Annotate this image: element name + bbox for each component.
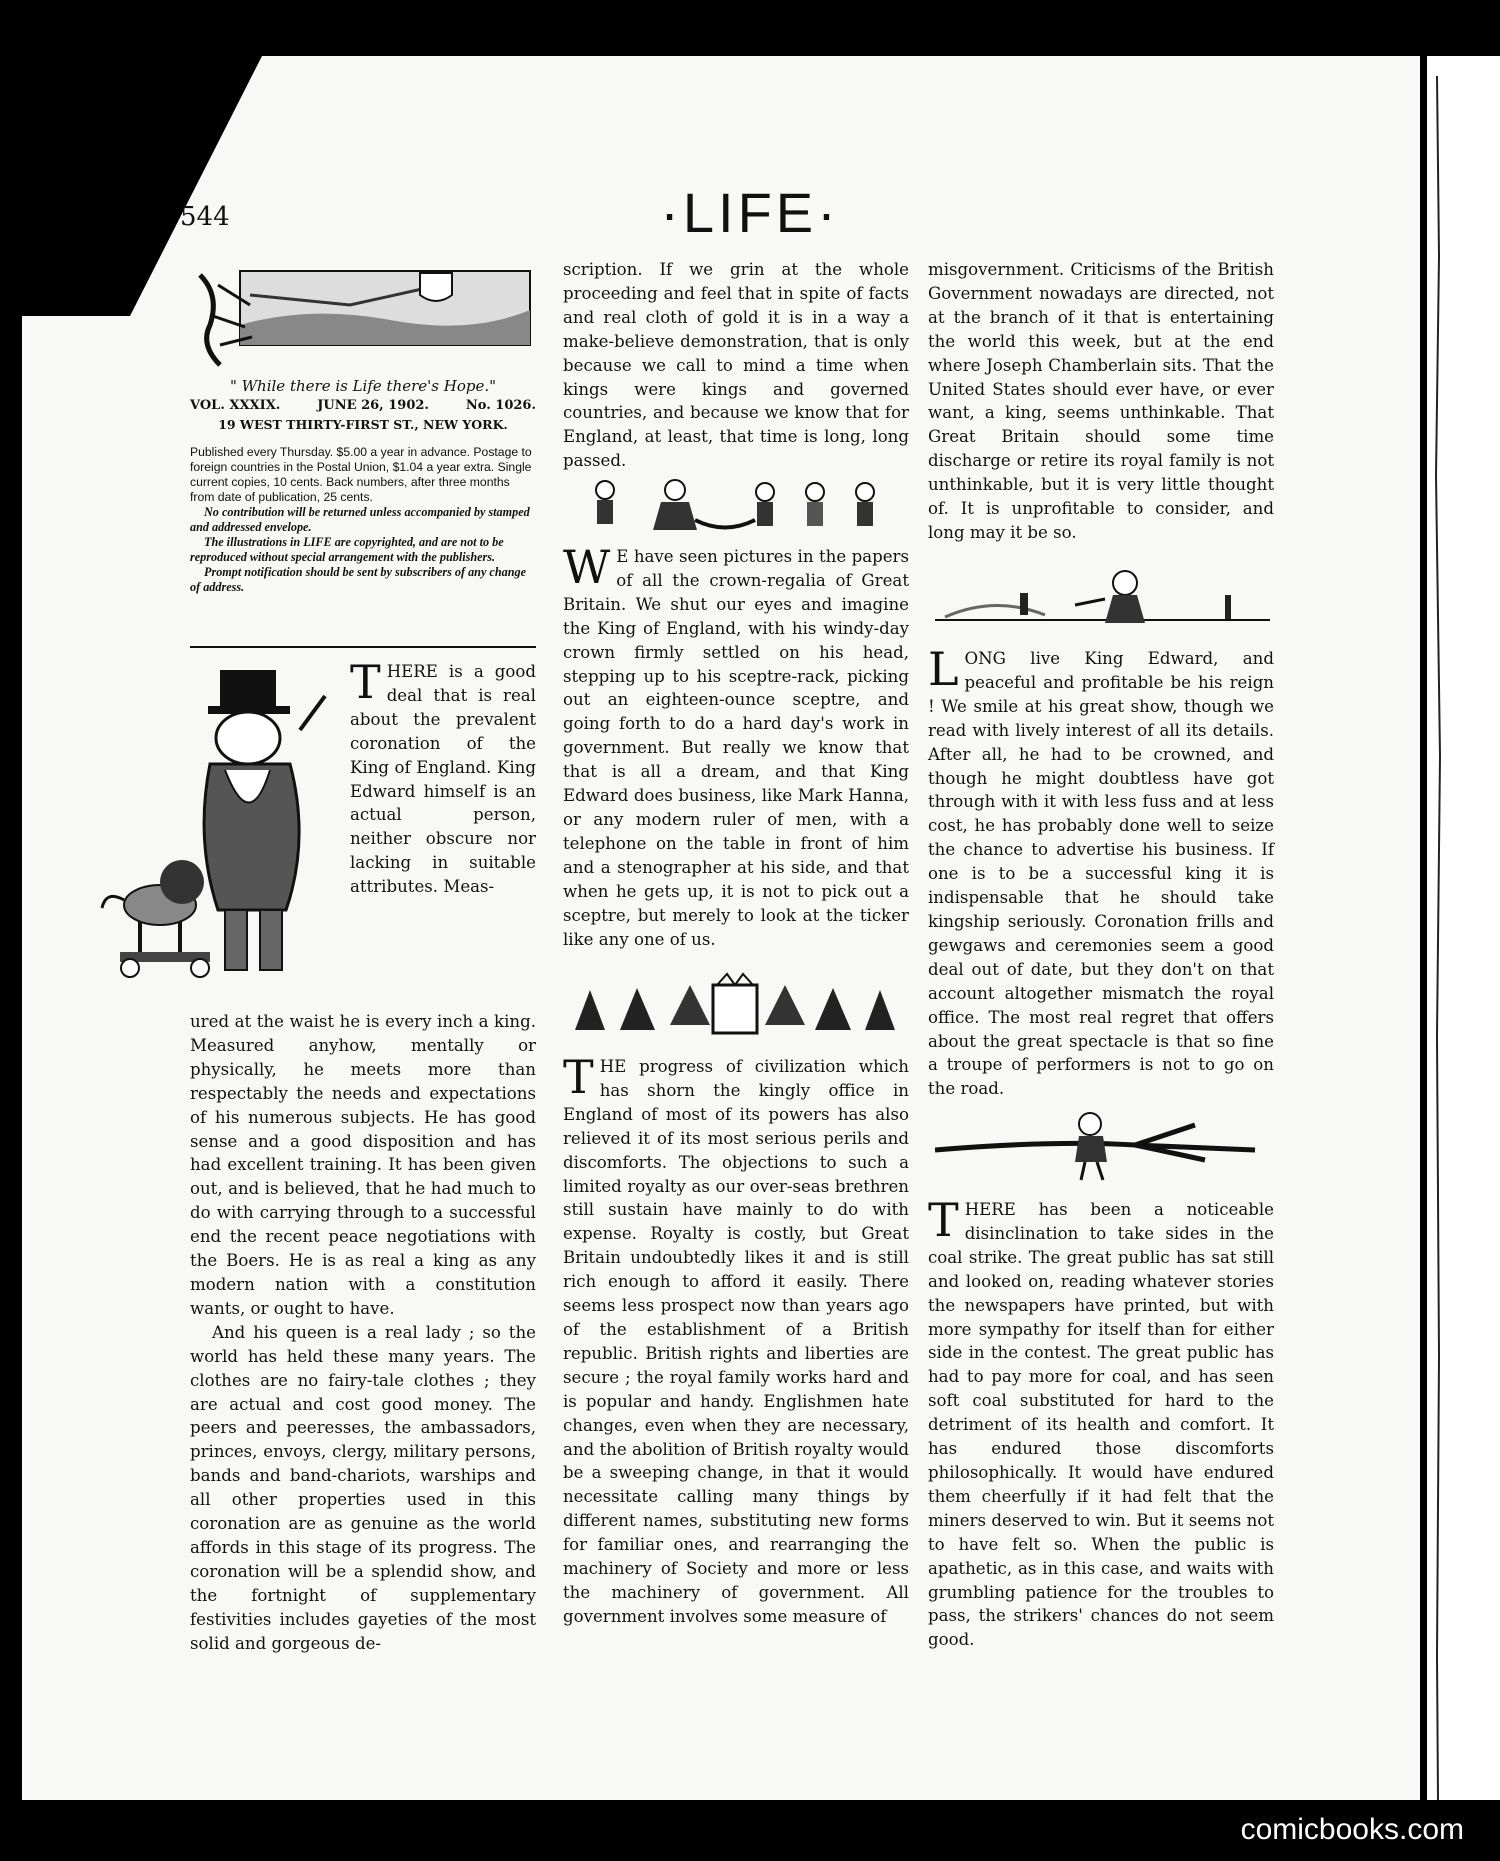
column-3-part-2 — [928, 642, 1274, 1101]
col1-paragraph-1-continued: ured at the waist he is every inch a king. Measured anyhow, mentally or physically, he meets more than respectably the needs and expectations of his numerous subjects. He has good sense and a good disposition and has had excellent training. It has been given out, and is believed, that he had much to do with carrying through to a successful end the recent peace negotiations with the Boers. He is as real a king as any modern nation with a constitution wants, or ought to have. — [190, 1012, 536, 1318]
col3-paragraph-3: HERE has been a noticeable disinclination to take sides in the coal strike. The great public has sat still and looked on, reading whatever stories the newspapers have printed, but with more sympathy for itself than for either side in the contest. The great public has had to pay more for coal, and has seen soft coal substituted for hard to the detriment of its health and comfort. It has endured those discomforts philosophically. It would have endured them cheerfully if it had felt that the miners deserved to win. But it seems not to have felt so. When the public is apathetic, as in this case, and waits with grumbling patience for the troubles to pass, the strikers' chances do not seem good. — [928, 1200, 1274, 1650]
col1-lead-text: HERE is a good deal that is real about the prevalent coronation of the King of England. King Edward himself is an actual person, neither obscure nor lacking in suitable attributes. Meas- — [350, 662, 536, 897]
col2-paragraph-3: HE progress of civilization which has shorn the kingly office in England of most of its powers has also relieved it of its most serious perils and discomforts. The objections to such a limited royalty as our over-seas brethren still sustain have mainly to do with expense. Royalty is costly, but Great Britain undoubtedly likes it and is still rich enough to afford it easily. There seems less prospect now than years ago of the establishment of a British republic. British rights and liberties are secure ; the royal family works hard and is popular and handy. Englishmen hate changes, even when they are necessary, and the abolition of British royalty would be a sweeping change, in that it would necessitate calling many things by different names, substituting new forms for familiar ones, and rearranging the machinery of Society and more or less the machinery of government. All government involves some measure of — [563, 1057, 909, 1626]
masthead-title: ·LIFE· — [660, 181, 840, 244]
issue-date: JUNE 26, 1902. — [317, 398, 429, 413]
col1-paragraph-2: And his queen is a real lady ; so the world has held these many years. The clothes are no fairy-tale clothes ; they are actual and cost good money. The peers and peeresses, the ambassadors, princes, envoys, clergy, military persons, bands and band-chariots, warships and all other properties used in this coronation are as genuine as the world affords in this stage of its progress. The coronation will be a splendid show, and the fortnight of supplementary festivities includes gayeties of the most solid and gorgeous de- — [190, 1322, 536, 1653]
dropcap-letter: T — [350, 655, 381, 709]
col2-paragraph-1: scription. If we grin at the whole proceeding and feel that in spite of facts and real cloth of gold it is in a way a make-believe demonstration, that is only because we call to mind a time when kings were kings and governed countries, and because we know that for England, at least, that time is long, long passed. — [563, 260, 909, 471]
masthead-vignette-illustration — [190, 265, 536, 373]
address-change-notice: Prompt notification should be sent by subscribers of any change of address. — [190, 565, 526, 594]
dropcap-letter: T — [563, 1050, 594, 1104]
contribution-notice: No contribution will be returned unless accompanied by stamped and addressed envelope. — [190, 505, 530, 534]
issue-number: No. 1026. — [465, 398, 536, 413]
volume-number: VOL. XXXIX. — [190, 398, 281, 413]
running-boy-landscape-illustration — [935, 565, 1270, 635]
publication-notice — [190, 445, 536, 595]
subscription-notice: Published every Thursday. $5.00 a year in advance. Postage to foreign countries in the Postal Union, $1.04 a year extra. Single current copies, 10 cents. Back numbers, after three months from date of publication, 25 cents. — [190, 445, 532, 504]
dropcap-letter: L — [928, 642, 959, 696]
col3-paragraph-1: misgovernment. Criticisms of the British Government nowadays are directed, not at the branch of it that is entertaining the world this week, but at the end where Joseph Chamberlain sits. That the United States should ever have, or ever want, a king, seems unthinkable. That Great Britain should some time discharge or retire its royal family is not unthinkable, but it is very little thought of. It is unprofitable to consider, and long may it be so. — [928, 260, 1274, 542]
column-2-part-3 — [563, 1050, 909, 1629]
section-divider — [190, 646, 536, 648]
col1-lead-paragraph-upper — [350, 655, 536, 899]
watermark-text: comicbooks.com — [1240, 1813, 1464, 1846]
column-2 — [563, 258, 909, 473]
boy-on-branch-illustration — [935, 1110, 1270, 1190]
page-number: 544 — [180, 202, 230, 232]
procession-figures-illustration — [565, 470, 885, 540]
john-bull-with-lion-illustration — [100, 660, 345, 990]
column-3-part-3 — [928, 1193, 1274, 1652]
volume-line — [190, 398, 536, 413]
regalia-crown-illustration — [565, 970, 905, 1045]
publisher-address: 19 WEST THIRTY-FIRST ST., NEW YORK. — [218, 417, 508, 432]
column-3 — [928, 258, 1274, 545]
column-1 — [190, 1010, 536, 1655]
magazine-motto: " While there is Life there's Hope." — [229, 377, 497, 395]
dropcap-letter: W — [563, 540, 611, 594]
col3-paragraph-2: ONG live King Edward, and peaceful and profitable be his reign ! We smile at his great show, though we read with lively interest of all its details. After all, he had to be crowned, and though he might doubtless have got through with it with less fuss and at less cost, he has probably done well to seize the chance to advertise his business. If one is to be a successful king it is indispensable that he should take kingship seriously. Coronation frills and gewgaws and ceremonies seem a good deal out of date, but they don't on that account altogether mismatch the royal office. The most real regret that offers about the great spectacle is that so fine a troupe of performers is not to go on the road. — [928, 649, 1274, 1099]
col2-paragraph-2: E have seen pictures in the papers of all the crown-regalia of Great Britain. We shut our eyes and imagine the King of England, with his windy-day crown firmly settled on his head, stepping up to his sceptre-rack, picking out an eighteen-ounce sceptre, and going forth to do a hard day's work in government. But really we know that that is all a dream, and that King Edward does business, like Mark Hanna, or any modern ruler of men, with a telephone on the table in front of him and a stenographer at his side, and that when he gets up, it is not to pick out a sceptre, but merely to look at the ticker like any one of us. — [563, 547, 909, 949]
copyright-notice: The illustrations in LIFE are copyrighted, and are not to be reproduced without special arrangement with the publishers. — [190, 535, 504, 564]
dropcap-letter: T — [928, 1193, 959, 1247]
column-2-part-2 — [563, 540, 909, 951]
